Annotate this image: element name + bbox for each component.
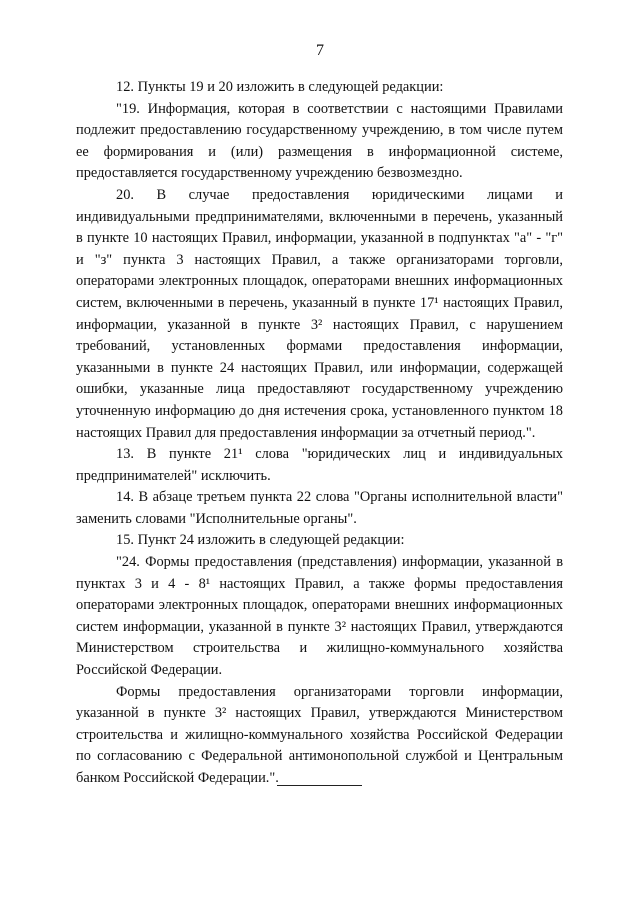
paragraph-item-13: 13. В пункте 21¹ слова "юридических лиц и индивидуальных предпринимателей" исключить. [76, 446, 563, 484]
paragraph-quoted-20: 20. В случае предоставления юридическими лицами и индивидуальными предпринимателями, включенными в перечень, указанный в пункте 10 настоящих Правил, информации, указанной в подпунктах "а" - "г" и "з" пункта 3 настоящих Правил, а также организаторами торговли, операторами электронных площадок, операторами внешних информационных систем, включенными в перечень, указанный в пункте 17¹ настоящих Правил, информации, указанной в пункте 3² настоящих Правил, с нарушением требований, установленных формами предоставления информации, указанными в пункте 24 настоящих Правил, или информации, содержащей ошибки, указанные лица предоставляют государственному учреждению уточненную информацию до дня истечения срока, установленного пунктом 18 настоящих Правил для предоставления информации за отчетный период.". [76, 186, 563, 441]
paragraph-quoted-24-second: Формы предоставления организаторами торговли информации, указанной в пункте 3² настоящих Правил, утверждаются Министерством строительства и жилищно-коммунального хозяйства Российской Федерации по согласованию с Федеральной антимонопольной службой и Центральным банком Российской Федерации.". [76, 683, 563, 786]
paragraph-quoted-24: "24. Формы предоставления (представления) информации, указанной в пунктах 3 и 4 - 8¹ настоящих Правил, а также формы предоставления операторами электронных площадок, операторами внешних информационных систем информации, указанной в пункте 3² настоящих Правил, утверждаются Министерством строительства и жилищно-коммунального хозяйства Российской Федерации. [76, 554, 563, 679]
end-divider-line [277, 785, 362, 786]
page-number: 7 [316, 42, 324, 59]
paragraph-item-15: 15. Пункт 24 изложить в следующей редакции: [116, 532, 405, 549]
document-body [76, 77, 563, 790]
paragraph-item-14: 14. В абзаце третьем пункта 22 слова "Органы исполнительной власти" заменить словами "Исполнительные органы". [76, 489, 563, 527]
paragraph-quoted-19: "19. Информация, которая в соответствии с настоящими Правилами подлежит предоставлению государственному учреждению, в том числе путем ее формирования и (или) размещения в информационной системе, предоставляется государственному учреждению безвозмездно. [76, 100, 563, 182]
paragraph-item-12: 12. Пункты 19 и 20 изложить в следующей редакции: [116, 79, 444, 95]
